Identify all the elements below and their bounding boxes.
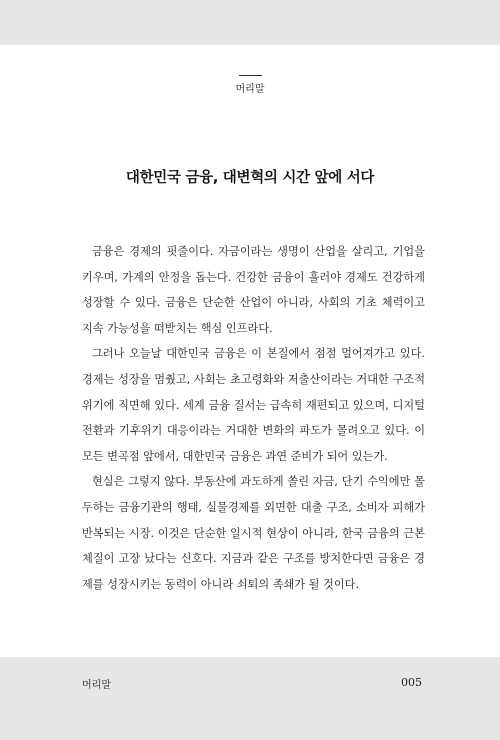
section-divider [239,75,262,76]
paragraph: 그러나 오늘날 대한민국 금융은 이 본질에서 점점 멀어져가고 있다. 경제는 성장을 멈췄고, 사회는 초고령화와 저출산이라는 거대한 구조적 위기에 직면해 있다. 세계 금융 질서는 급속히 재편되고 있으며, 디지털 전환과 기후위기 대응이라는 거대한 변화의 파도가 몰려오고 있다. 이 모든 변곡점 앞에서, 대한민국 금융은 과연 준비가 되어 있는가. [82,347,425,463]
paragraph: 금융은 경제의 핏줄이다. 자금이라는 생명이 산업을 살리고, 기업을 키우며, 가계의 안정을 돕는다. 건강한 금융이 흘러야 경제도 건강하게 성장할 수 있다. 금융은 단순한 산업이 아니라, 사회의 기초 체력이고 지속 가능성을 떠받치는 핵심 인프라다. [82,245,425,335]
section-label: 머리말 [235,84,265,95]
footer-section-label: 머리말 [82,680,111,691]
page-title: 대한민국 금융, 대변혁의 시간 앞에 서다 [125,170,375,186]
body-text [82,239,425,597]
paragraph: 현실은 그렇지 않다. 부동산에 과도하게 쏠린 자금, 단기 수익에만 몰두하는 금융기관의 행태, 실물경제를 외면한 대출 구조, 소비자 피해가 반복되는 시장. 이것은 단순한 일시적 현상이 아니라, 한국 금융의 근본 체질이 고장 났다는 신호다. 지금과 같은 구조를 방치한다면 금융은 경제를 성장시키는 동력이 아니라 쇠퇴의 족쇄가 될 것이다. [82,475,425,591]
page-number: 005 [401,676,422,689]
